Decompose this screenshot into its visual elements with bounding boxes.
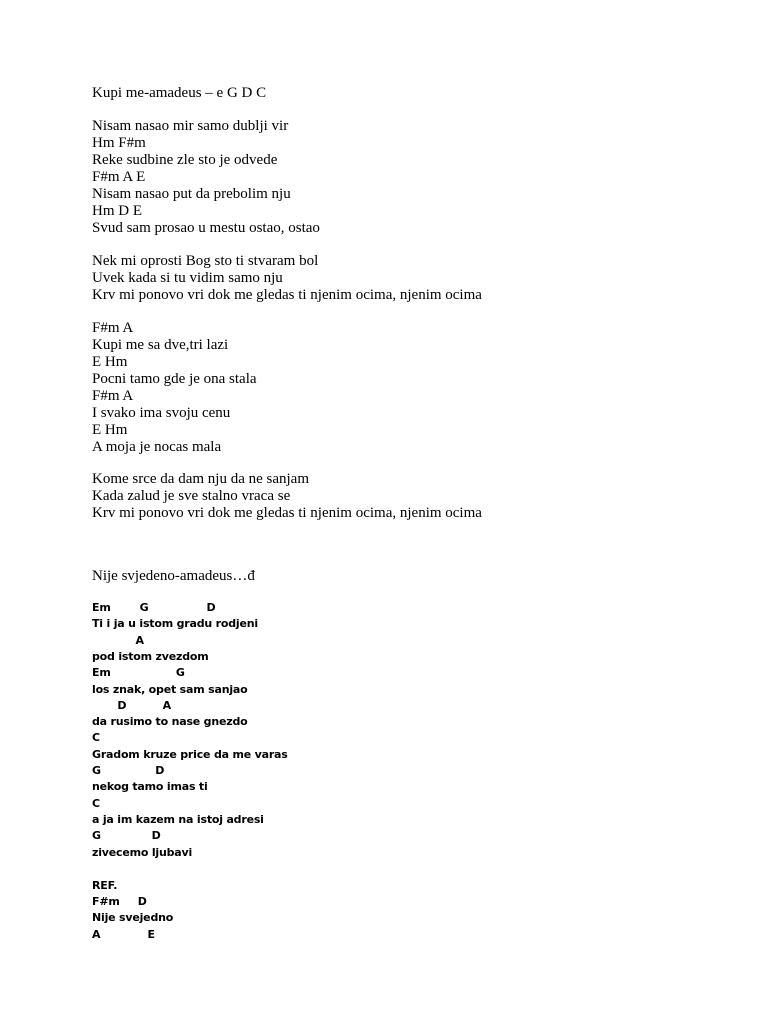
lyric-line: nekog tamo imas ti (92, 780, 208, 793)
lyric-line: Ti i ja u istom gradu rodjeni (92, 617, 258, 630)
lyric-line: Hm D E (92, 203, 142, 219)
lyric-line: Uvek kada si tu vidim samo nju (92, 270, 283, 286)
lyric-line: Kada zalud je sve stalno vraca se (92, 488, 291, 504)
lyric-line: A (92, 634, 144, 647)
lyric-line: F#m A (92, 388, 134, 404)
lyric-line: C (92, 731, 100, 744)
lyric-line: Nije svejedno (92, 911, 174, 924)
lyric-line: Nek mi oprosti Bog sto ti stvaram bol (92, 253, 319, 269)
lyric-line: F#m A (92, 320, 134, 336)
lyric-line: REF. (92, 879, 118, 892)
lyric-line: zivecemo ljubavi (92, 846, 193, 859)
lyric-line: Svud sam prosao u mestu ostao, ostao (92, 220, 320, 236)
lyric-line: C (92, 797, 100, 810)
lyric-line: Kupi me sa dve,tri lazi (92, 337, 229, 353)
lyric-line: Krv mi ponovo vri dok me gledas ti njenim ocima, njenim ocima (92, 505, 482, 521)
lyric-line: Nisam nasao mir samo dublji vir (92, 118, 289, 134)
lyric-line: Gradom kruze price da me varas (92, 748, 288, 761)
lyric-line: los znak, opet sam sanjao (92, 683, 248, 696)
lyric-line: A E (92, 928, 155, 941)
lyric-line: Pocni tamo gde je ona stala (92, 371, 257, 387)
lyric-line: G D (92, 829, 161, 842)
lyric-line: I svako ima svoju cenu (92, 405, 231, 421)
lyric-line: A moja je nocas mala (92, 439, 222, 455)
lyric-line: D A (92, 699, 171, 712)
lyric-line: F#m A E (92, 169, 146, 185)
lyric-line: Nisam nasao put da prebolim nju (92, 186, 291, 202)
lyric-line: da rusimo to nase gnezdo (92, 715, 248, 728)
song-title: Kupi me-amadeus – e G D C (92, 85, 267, 101)
lyric-line: Kome srce da dam nju da ne sanjam (92, 471, 310, 487)
lyric-line: E Hm (92, 354, 128, 370)
lyric-line: Reke sudbine zle sto je odvede (92, 152, 278, 168)
song-title: Nije svjedeno-amadeus…đ (92, 568, 255, 584)
lyric-line: a ja im kazem na istoj adresi (92, 813, 264, 826)
lyric-line: pod istom zvezdom (92, 650, 209, 663)
lyric-line: G D (92, 764, 165, 777)
lyric-line: F#m D (92, 895, 147, 908)
lyric-line: Hm F#m (92, 135, 146, 151)
lyric-line: E Hm (92, 422, 128, 438)
lyric-line: Em G (92, 666, 185, 679)
lyric-line: Krv mi ponovo vri dok me gledas ti njenim ocima, njenim ocima (92, 287, 482, 303)
lyric-line: Em G D (92, 601, 216, 614)
